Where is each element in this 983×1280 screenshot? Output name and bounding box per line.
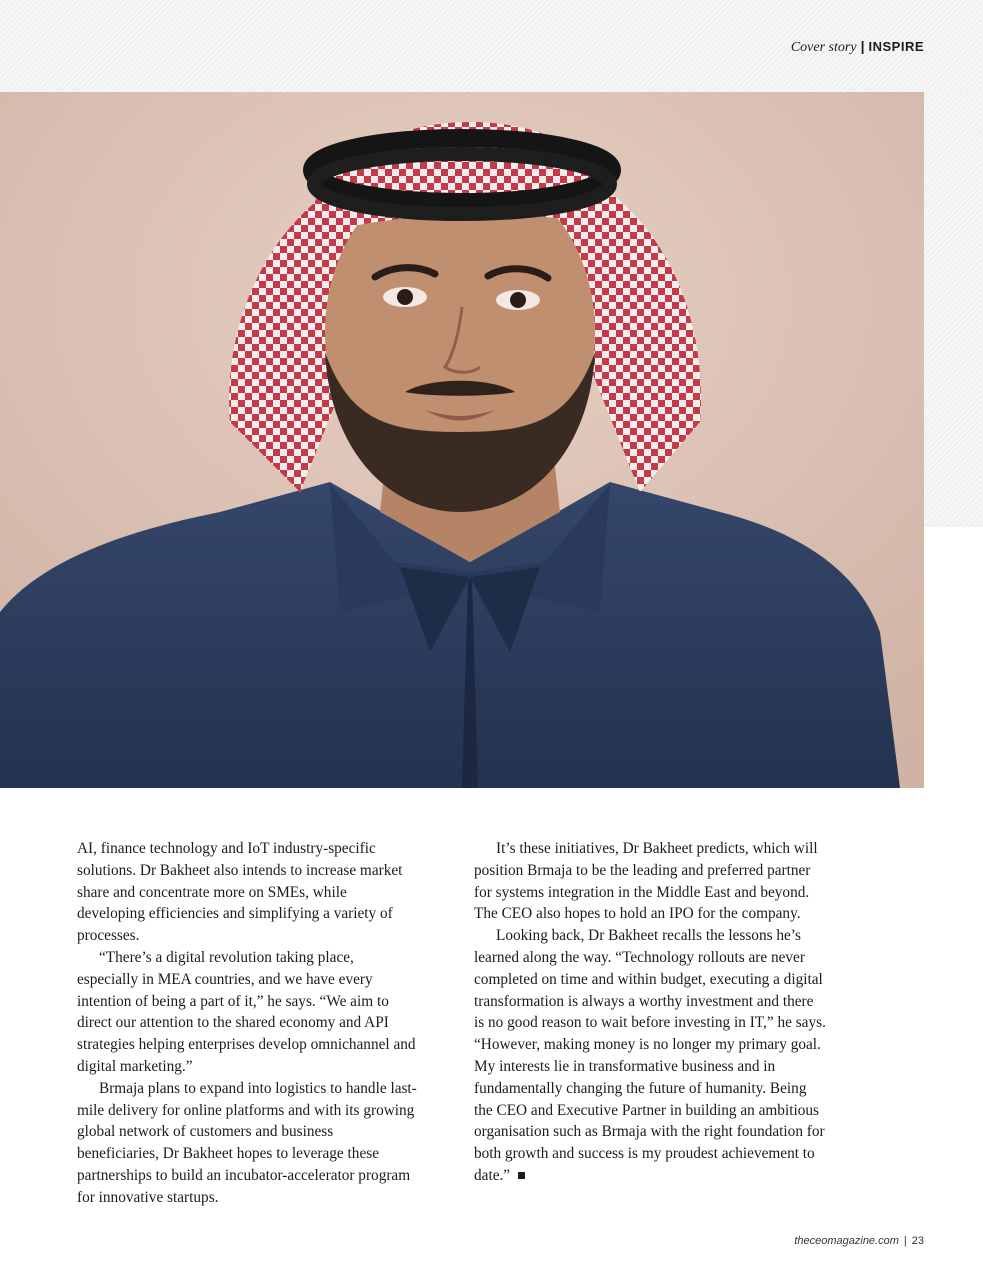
article-paragraph: AI, finance technology and IoT industry-specific solutions. Dr Bakheet also intends to increase market share and concentrate more on SMEs, while developing efficiencies and simplifying a variety of processes. bbox=[77, 840, 403, 945]
article-right-column bbox=[474, 838, 826, 1187]
article-left-column bbox=[77, 838, 417, 1209]
magazine-section-label: INSPIRE bbox=[868, 39, 924, 54]
page-number: 23 bbox=[911, 1235, 924, 1247]
header-separator: | bbox=[860, 38, 865, 54]
article-paragraph: “There’s a digital revolution taking place, especially in MEA countries, and we have every intention of being a part of it,” he says. “We aim to direct our attention to the shared economy and API strategies helping enterprises develop omnichannel and digital marketing.” bbox=[77, 948, 416, 1075]
article-paragraph: Brmaja plans to expand into logistics to handle last-mile delivery for online platforms and with its growing global network of customers and business beneficiaries, Dr Bakheet hopes to leverage these partnerships to build an incubator-accelerator program for innovative startups. bbox=[77, 1079, 417, 1206]
running-header bbox=[791, 38, 924, 56]
side-hatch-background bbox=[924, 92, 983, 527]
article-paragraph: It’s these initiatives, Dr Bakheet predicts, which will position Brmaja to be the leading and preferred partner for systems integration in the Middle East and beyond. The CEO also hopes to hold an IPO for the company. bbox=[474, 840, 818, 923]
footer-site: theceomagazine.com bbox=[794, 1235, 899, 1247]
section-label: Cover story bbox=[790, 40, 857, 55]
article-paragraph-text: Looking back, Dr Bakheet recalls the lessons he’s learned along the way. “Technology rollouts are never completed on time and within budget, executing a digital transformation is always a worthy investment and there is no good reason to wait before investing in IT,” he says. “However, making money is no longer my primary goal. My interests lie in transformative business and in fundamentally changing the future of humanity. Being the CEO and Executive Partner in building an ambitious organisation such as Brmaja with the right foundation for both growth and success is my proudest achievement to date.” bbox=[474, 927, 826, 1184]
portrait-photo bbox=[0, 92, 924, 788]
footer-separator: | bbox=[903, 1235, 907, 1247]
end-of-article-mark bbox=[518, 1172, 525, 1179]
page-footer bbox=[794, 1235, 924, 1247]
article-final-paragraph bbox=[474, 925, 826, 1187]
